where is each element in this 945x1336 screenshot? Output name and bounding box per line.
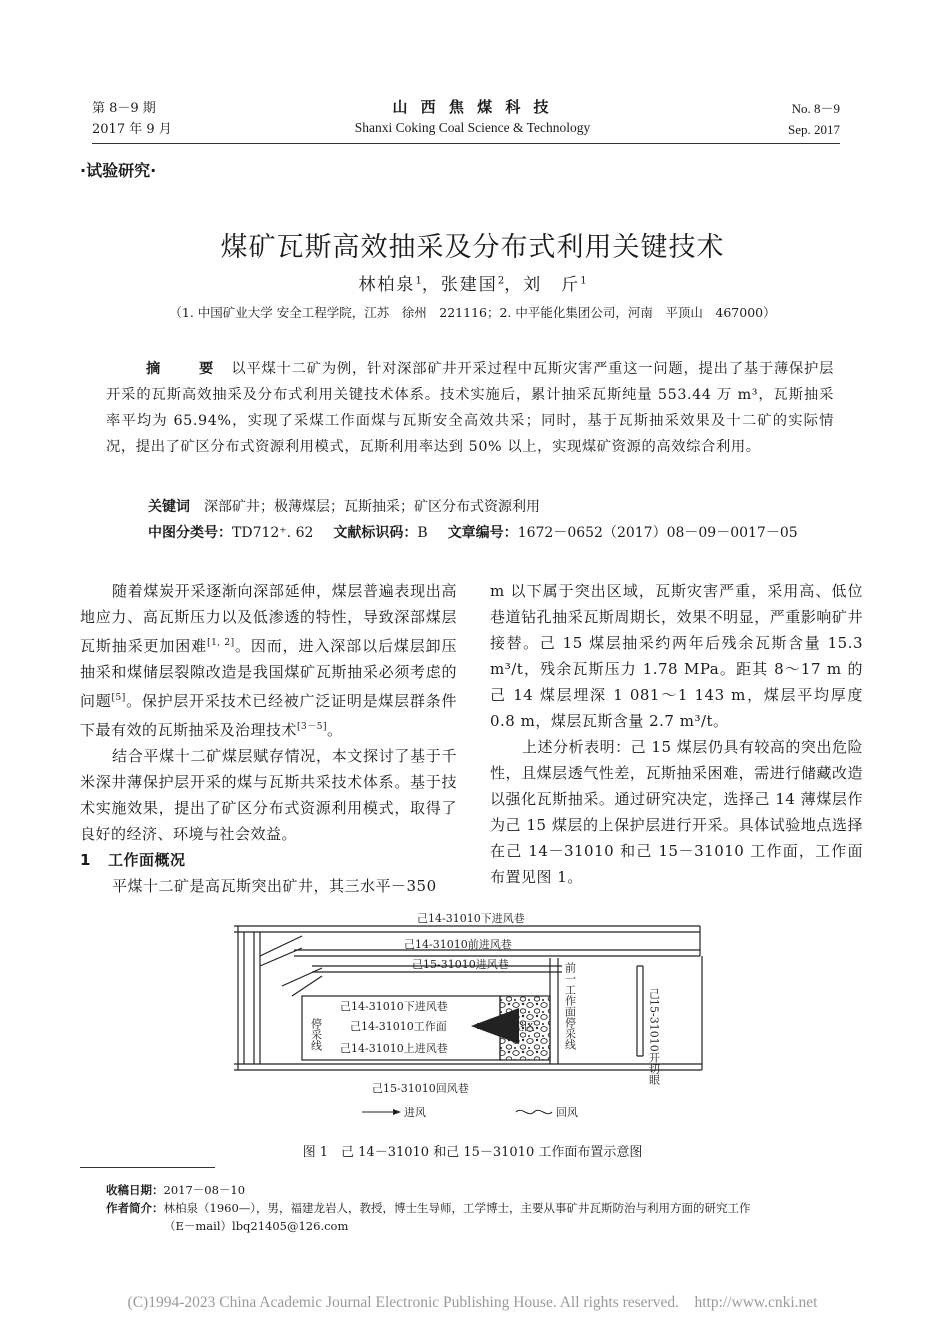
keywords bbox=[148, 494, 540, 520]
issue-number-cn: 第 8－9 期 bbox=[92, 101, 156, 116]
body-paragraph: 上述分析表明：己 15 煤层仍具有较高的突出危险性，且煤层透气性差，瓦斯抽采困难，需进行储藏改造以强化瓦斯抽采。通过研究决定，选择己 14 薄煤层作为己 15 煤层的上保护层进行开采。具体试验地点选择在己 14－31010 和己 15－31010 工作面，工作面布置见图 1。 bbox=[490, 738, 863, 886]
clc-value: TD712⁺. 62 bbox=[232, 525, 314, 541]
author-name: 林柏泉 bbox=[358, 275, 416, 295]
header-rule bbox=[92, 143, 840, 144]
body-column-left bbox=[80, 578, 457, 899]
label-front-intake: 己14-31010前进风巷 bbox=[404, 938, 512, 951]
abstract bbox=[106, 356, 834, 460]
footnote-rule bbox=[80, 1167, 215, 1168]
label-upper-intake: 己14-31010上进风巷 bbox=[340, 1042, 448, 1055]
roadway-return bbox=[234, 1064, 702, 1070]
received-date: 2017－08－10 bbox=[163, 1183, 246, 1197]
label-15-intake: 己15-31010进风巷 bbox=[412, 958, 509, 971]
citation[interactable]: [5] bbox=[111, 693, 126, 703]
issue-number-en: No. 8－9 bbox=[791, 101, 840, 116]
keywords-label: 关键词 bbox=[148, 499, 190, 515]
author-list bbox=[0, 270, 945, 295]
author-email[interactable]: （E－mail）lbq21405@126.com bbox=[164, 1219, 349, 1233]
body-paragraph: 平煤十二矿是高瓦斯突出矿井，其三水平－350 bbox=[112, 877, 437, 895]
body-paragraph bbox=[80, 578, 457, 743]
section-number: 1 bbox=[80, 851, 91, 869]
body-paragraph: m 以下属于突出区域，瓦斯灾害严重，采用高、低位巷道钻孔抽采瓦斯周期长，效果不明显，严重影响矿井接替。己 15 煤层抽采约两年后残余瓦斯含量 15.3 m³/t，残余瓦斯压力 1.78 MPa。距其 8～17 m 的己 14 煤层埋深 1 081～1 143 m，煤层平均厚度 0.8 m，煤层瓦斯含量 2.7 m³/t。 bbox=[490, 582, 863, 730]
author-affil-mark: 1 bbox=[580, 275, 587, 287]
journal-name-cn: 山 西 焦 煤 科 技 bbox=[392, 98, 553, 116]
citation[interactable]: [1, 2] bbox=[207, 638, 235, 648]
body-text: 。保护层开采技术已经被广泛证明是煤层群条件下最有效的瓦斯抽采及治理技术 bbox=[80, 692, 457, 739]
copyright-watermark: (C)1994-2023 China Academic Journal Electronic Publishing House. All rights reserved. http://www.cnki.net bbox=[127, 1294, 818, 1311]
label-stop-line: 停采线 bbox=[309, 1018, 323, 1051]
issue-date-en: Sep. 2017 bbox=[788, 122, 840, 137]
label-lower-intake-top: 己14-31010下进风巷 bbox=[417, 912, 525, 925]
abstract-label: 摘 要 bbox=[146, 361, 226, 377]
affiliations: （1. 中国矿业大学 安全工程学院，江苏 徐州 221116；2. 中平能化集团公司，河南 平顶山 467000） bbox=[169, 305, 776, 320]
running-header-right bbox=[788, 98, 840, 140]
left-shafts bbox=[238, 926, 260, 1070]
body-text: 随着煤炭开采逐渐向深部延伸，煤层普遍表现出高地应力、高瓦斯压力以及低渗透的特性，导致深部煤层瓦斯抽采更加困难 bbox=[80, 582, 457, 655]
doc-code-value: B bbox=[417, 525, 428, 541]
article-number-value: 1672－0652（2017）08－09－0017－05 bbox=[517, 525, 798, 541]
received-label: 收稿日期： bbox=[106, 1183, 164, 1197]
abstract-text: 以平煤十二矿为例，针对深部矿井开采过程中瓦斯灾害严重这一问题，提出了基于薄保护层开采的瓦斯高效抽采及分布式利用关键技术体系。技术实施后，累计抽采瓦斯纯量 553.44 万 m³，瓦斯抽采率平均为 65.94%，实现了采煤工作面煤与瓦斯安全高效共采；同时，基于瓦斯抽采效果及十二矿的实际情况，提出了矿区分布式资源利用模式，瓦斯利用率达到 50% 以上，实现煤矿资源的高效综合利用。 bbox=[106, 361, 835, 455]
paper-title: 煤矿瓦斯高效抽采及分布式利用关键技术 bbox=[220, 232, 725, 263]
label-working-face: 己14-31010工作面 bbox=[350, 1020, 447, 1033]
label-front-face-stop: 前一工作面停采线 bbox=[563, 962, 577, 1050]
label-cut-hole: 己15-31010开切眼 bbox=[647, 988, 661, 1085]
issue-date-cn: 2017 年 9 月 bbox=[92, 122, 172, 137]
footnote bbox=[106, 1181, 866, 1235]
author-name: 刘 斤 bbox=[523, 275, 581, 295]
label-return-air: 己15-31010回风巷 bbox=[372, 1082, 469, 1095]
doc-code-label: 文献标识码： bbox=[333, 525, 418, 541]
section-title: 工作面概况 bbox=[108, 851, 186, 869]
keywords-text: 深部矿井；极薄煤层；瓦斯抽采；矿区分布式资源利用 bbox=[204, 499, 540, 515]
author-separator: ， bbox=[421, 275, 441, 295]
figure-1-layout-diagram bbox=[232, 906, 712, 1124]
journal-name-en: Shanxi Coking Coal Science & Technology bbox=[354, 120, 591, 135]
clc-label: 中图分类号： bbox=[148, 525, 232, 541]
body-text: 。因而，进入深部以后煤层卸压抽采和煤储层裂隙改造是我国煤矿瓦斯抽采必须考虑的问题 bbox=[80, 637, 457, 710]
body-text: 。 bbox=[327, 721, 343, 739]
figure-caption: 图 1 己 14－31010 和己 15－31010 工作面布置示意图 bbox=[302, 1145, 643, 1160]
body-paragraph: 结合平煤十二矿煤层赋存情况，本文探讨了基于千米深井薄保护层开采的煤与瓦斯共采技术体系。基于技术实施效果，提出了矿区分布式资源利用模式，取得了良好的经济、环境与社会效益。 bbox=[80, 747, 457, 843]
author-bio: 林柏泉（1960—），男，福建龙岩人，教授，博士生导师，工学博士，主要从事矿井瓦斯防治与利用方面的研究工作 bbox=[163, 1201, 751, 1215]
classification-line bbox=[148, 520, 798, 546]
author-affil-mark: 2 bbox=[497, 275, 505, 287]
legend-intake-label: 进风 bbox=[404, 1106, 426, 1119]
author-bio-label: 作者简介： bbox=[106, 1201, 164, 1215]
body-column-right bbox=[490, 578, 863, 890]
author-separator: ， bbox=[504, 275, 524, 295]
column-tag: ·试验研究· bbox=[80, 161, 157, 180]
legend-return-label: 回风 bbox=[556, 1106, 578, 1119]
section-heading bbox=[80, 847, 457, 873]
roadway-top bbox=[234, 926, 700, 932]
author-name: 张建国 bbox=[440, 275, 498, 295]
citation[interactable]: [3－5] bbox=[297, 722, 327, 732]
legend-return-line bbox=[516, 1110, 552, 1113]
article-number-label: 文章编号： bbox=[447, 525, 518, 541]
author-affil-mark: 1 bbox=[415, 275, 422, 287]
label-goaf: 采空区 bbox=[502, 1020, 535, 1033]
label-lower-intake-mid: 己14-31010下进风巷 bbox=[340, 1000, 448, 1013]
